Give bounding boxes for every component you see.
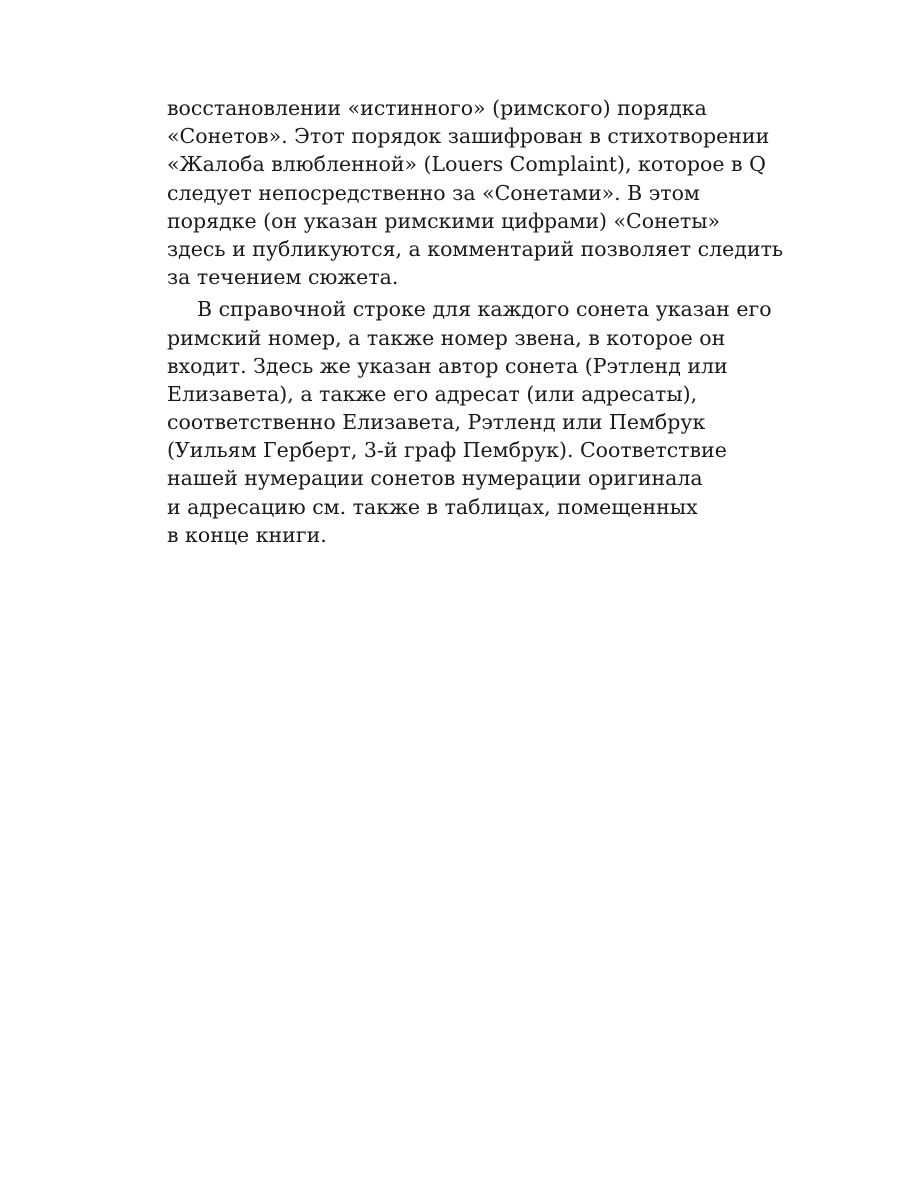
text-line (167, 549, 747, 577)
text-line: «Сонетов». Этот порядок зашифрован в стихотворении (167, 124, 770, 149)
text-line: и адресацию см. также в таблицах, помещенных (167, 494, 698, 519)
text-line: в конце книги. (167, 522, 327, 547)
text-line: здесь и публикуются, а комментарий позволяет следить (167, 236, 784, 261)
text-line: «Жалоба влюбленной» (Louers Complaint), которое в Q (167, 152, 766, 177)
paragraph-1 (167, 94, 784, 291)
text-line: соответственно Елизавета, Рэтленд или Пембрук (167, 410, 706, 435)
text-line: римский номер, а также номер звена, в которое он (167, 325, 726, 350)
text-line: следует непосредственно за «Сонетами». В этом (167, 180, 700, 205)
text-line: восстановлении «истинного» (римского) порядка (167, 96, 707, 120)
text-line: (Уильям Герберт, 3-й граф Пембрук). Соответствие (167, 438, 727, 463)
text-line: за течением сюжета. (167, 265, 399, 290)
text-line: В справочной строке для каждого сонета указан его (197, 297, 772, 322)
paragraph-2 (167, 295, 772, 577)
text-line: Елизавета), а также его адресат (или адресаты), (167, 381, 698, 406)
body-text (167, 94, 784, 577)
text-line: нашей нумерации сонетов нумерации оригинала (167, 466, 703, 491)
text-line: входит. Здесь же указан автор сонета (Рэтленд или (167, 353, 728, 378)
text-line: порядке (он указан римскими цифрами) «Сонеты» (167, 208, 721, 233)
